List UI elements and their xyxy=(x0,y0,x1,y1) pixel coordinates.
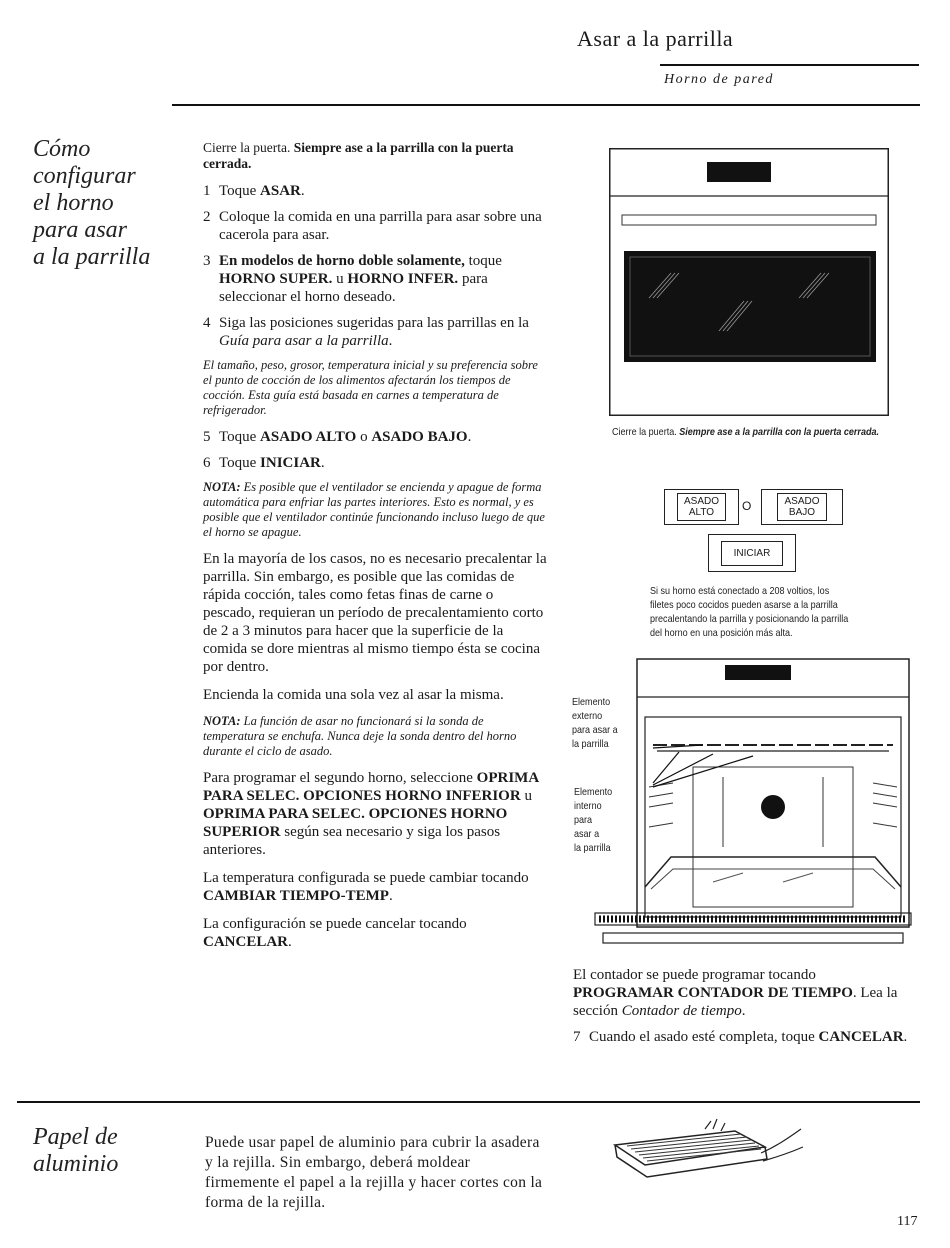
paragraph-preheat: En la mayoría de los casos, no es necesario precalentar la parrilla. Sin embargo, es posible que las comidas de rápida cocción, tales como fetas finas de carne o pescado, requieran un período de precalentamiento corto de 2 a 3 minutos para hacer que la superficie de la comida se dore mientras al mismo tiempo ésta se cocina por dentro. xyxy=(203,551,547,675)
step-1: 1 Toque ASAR. xyxy=(203,183,305,199)
header-rule xyxy=(660,64,919,66)
paragraph-cancel: La configuración se puede cancelar tocando CANCELAR. xyxy=(203,916,467,950)
note-fan: NOTA: Es posible que el ventilador se encienda y apague de forma automática para enfriar las partes interiores. Esto es normal, y es posible que el ventilador continúe funcionando incluso luego de que el horno se apague. xyxy=(203,480,545,539)
note-cooking-time: El tamaño, peso, grosor, temperatura inicial y su preferencia sobre el punto de cocción de los alimentos afectarán los tiempos de cocción. Esta guía está basada en carnes a temperatura de refrigerador. xyxy=(203,358,538,417)
outer-element-label: Elemento externo para asar a la parrilla xyxy=(572,696,618,750)
step-4: 4 Siga las posiciones sugeridas para las parrillas en la Guía para asar a la parrilla. xyxy=(203,315,529,349)
foil-paragraph: Puede usar papel de aluminio para cubrir la asadera y la rejilla. Sin embargo, deberá moldear firmemente el papel a la rejilla y hacer cortes con la forma de la rejilla. xyxy=(205,1134,543,1211)
heading-line: el horno xyxy=(33,190,114,216)
heading-line: aluminio xyxy=(33,1151,119,1177)
heading-line: configurar xyxy=(33,163,136,189)
step-3: 3 En modelos de horno doble solamente, toque HORNO SUPER. u HORNO INFER. para seleccionar el horno deseado. xyxy=(203,253,502,305)
section-rule xyxy=(172,104,920,106)
section-heading-configure xyxy=(33,136,150,271)
page-number: 117 xyxy=(897,1214,918,1229)
oven-interior-illustration xyxy=(572,657,913,947)
step-7: 7 Cuando el asado esté completa, toque CANCELAR. xyxy=(573,1029,908,1045)
section-heading-foil xyxy=(33,1124,118,1178)
broil-lo-pad[interactable]: ASADO BAJO xyxy=(761,489,843,525)
figure-caption-door: Cierre la puerta. Siempre ase a la parrilla con la puerta cerrada. xyxy=(612,426,880,438)
inner-element-label: Elemento interno para asar a la parrilla xyxy=(574,786,613,854)
broil-hi-pad[interactable]: ASADO ALTO xyxy=(664,489,739,525)
page-title: Asar a la parrilla xyxy=(577,26,734,51)
paragraph-timer: El contador se puede programar tocando PROGRAMAR CONTADOR DE TIEMPO. Lea la sección Contador de tiempo. xyxy=(573,967,898,1019)
note-probe: NOTA: La función de asar no funcionará si la sonda de temperatura se enchufa. Nunca deje la sonda dentro del horno durante el ciclo de asado. xyxy=(203,714,517,758)
step-6: 6 Toque INICIAR. xyxy=(203,455,325,471)
paragraph-second-oven: Para programar el segundo horno, seleccione OPRIMA PARA SELEC. OPCIONES HORNO INFERIOR u OPRIMA PARA SELEC. OPCIONES HORNO SUPERIOR según sea necesario y siga los pasos anteriores. xyxy=(203,770,539,858)
step-5: 5 Toque ASADO ALTO o ASADO BAJO. xyxy=(203,429,472,445)
intro-text: Cierre la puerta. Siempre ase a la parrilla con la puerta cerrada. xyxy=(203,140,514,171)
timer-text-block xyxy=(573,966,918,1054)
heading-line: para asar xyxy=(33,217,128,243)
figure-caption-208v: Si su horno está conectado a 208 voltios, los filetes poco cocidos pueden asarse a la parrilla precalentando la parrilla y posicionando la parrilla del horno en una posición más alta. xyxy=(650,585,849,639)
paragraph-change-temp: La temperatura configurada se puede cambiar tocando CAMBIAR TIEMPO-TEMP. xyxy=(203,870,529,904)
section-rule xyxy=(17,1101,920,1103)
instructions-column xyxy=(203,140,548,961)
page-subtitle: Horno de pared xyxy=(664,72,774,87)
oven-illustration xyxy=(609,148,889,416)
heading-line: a la parrilla xyxy=(33,244,151,270)
or-label: O xyxy=(742,499,752,513)
paragraph-once: Encienda la comida una sola vez al asar la misma. xyxy=(203,687,504,703)
broil-pan-illustration xyxy=(605,1117,805,1192)
heading-line: Cómo xyxy=(33,136,91,162)
step-2: 2 Coloque la comida en una parrilla para asar sobre una cacerola para asar. xyxy=(203,209,542,243)
heading-line: Papel de xyxy=(33,1124,118,1150)
start-pad[interactable]: INICIAR xyxy=(708,534,796,572)
